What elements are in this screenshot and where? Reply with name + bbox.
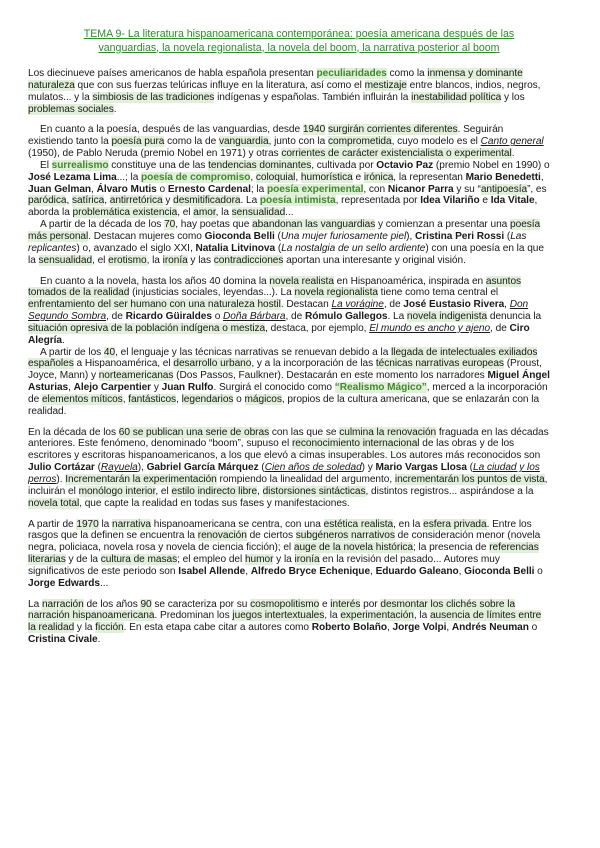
highlighted-text: enfrentamiento del ser humano con una naturaleza hostil — [28, 299, 281, 311]
text-run: , — [250, 171, 256, 183]
text-run: A partir de la década de los — [40, 219, 165, 231]
highlighted-text: antirretórica — [109, 195, 163, 207]
text-run: , de — [383, 299, 404, 311]
highlighted-text: poesía más personal — [28, 219, 541, 242]
author-name: Ernesto Cardenal — [167, 183, 251, 195]
highlighted-text: interés — [330, 598, 361, 610]
text-run: En la década de los — [28, 426, 119, 438]
text-run: , la — [413, 610, 430, 622]
highlighted-text: novela regionalista — [294, 287, 378, 299]
author-name: Mario Vargas Llosa — [375, 462, 467, 474]
author-name: Alejo Carpentier — [73, 382, 152, 394]
text-run: denuncia la — [487, 311, 542, 323]
text-run: , — [176, 393, 182, 405]
text-run: , cuyo modelo es el — [391, 136, 481, 148]
highlighted-text: ironía — [162, 254, 188, 266]
text-run: ( — [466, 462, 474, 474]
highlighted-text: novela indigenista — [406, 311, 488, 323]
author-name: José Lezama Lima — [28, 171, 117, 183]
work-title: Las replicantes — [28, 230, 527, 254]
text-run: . Entre los rasgos que la definen se encuentra la — [28, 518, 532, 542]
author-name: Gioconda Belli — [464, 565, 535, 577]
text-run: . — [61, 334, 65, 346]
text-run: de los años — [83, 598, 141, 610]
highlighted-text: erotismo — [108, 254, 147, 266]
highlighted-text: simbiosis de las tradiciones — [92, 91, 215, 103]
text-run: , destaca, por ejemplo, — [265, 322, 370, 334]
text-run: , — [458, 565, 465, 577]
author-name: Gabriel García Márquez — [146, 462, 259, 474]
author-name: Ciro Alegría — [28, 322, 530, 346]
author-name: Idea Vilariño — [420, 195, 480, 207]
text-run: de consideración menor (novela negra, policiaca, novela rosa y novela de ciencia ficción); el — [28, 530, 541, 554]
text-run: e — [479, 195, 491, 207]
highlighted-text: novela total — [28, 497, 80, 509]
author-name: Natalia Litvinova — [195, 242, 276, 254]
work-title: La vorágine — [331, 299, 384, 311]
author-name: Mario Benedetti — [465, 171, 541, 183]
author-name: Isabel Allende — [178, 565, 246, 577]
author-name: Juan Rulfo — [161, 382, 214, 394]
text-run: , distintos registros... aspirándose a la — [365, 485, 534, 497]
text-run: . Destacan — [280, 299, 332, 311]
author-name: Cristina Civale — [28, 634, 98, 646]
text-run: , de — [490, 322, 510, 334]
paragraph-p5 — [28, 276, 550, 347]
highlighted-text: 40 — [103, 346, 116, 358]
paragraph-p1 — [28, 68, 550, 115]
text-run: o — [211, 311, 224, 323]
text-run: , — [504, 299, 510, 311]
text-run: , — [295, 171, 301, 183]
highlighted-text: experimentación — [340, 610, 414, 622]
text-run: (Proust, Joyce, Mann) y — [28, 358, 542, 382]
text-run: , de — [106, 311, 126, 323]
text-run: hispanoamericana se centra, con una — [150, 518, 324, 530]
highlighted-text: ficción — [95, 622, 124, 634]
text-run: por — [360, 598, 381, 610]
author-name: Ida Vitale — [490, 195, 535, 207]
text-run: , hay poetas que — [175, 219, 253, 231]
text-run: , propios de la cultura americana, que se enlazarán con la realidad. — [28, 393, 540, 417]
highlighted-text: corrientes de carácter existencialista o experimental — [281, 148, 512, 160]
text-run: , el — [92, 254, 109, 266]
text-run: o — [528, 622, 538, 634]
highlighted-text: situación opresiva de la población indígena o mestiza — [28, 322, 266, 334]
highlighted-text: sensualidad — [231, 207, 286, 219]
highlighted-text: 1940 — [302, 124, 326, 136]
highlighted-text: 90 — [140, 598, 152, 610]
highlighted-text: renovación — [197, 530, 247, 542]
text-run: fraguada en las décadas anteriores. Este fenómeno, denominado “boom”, supuso el — [28, 426, 549, 450]
text-run: , junto con la — [268, 136, 329, 148]
text-run: . Destacan mujeres como — [88, 230, 205, 242]
text-run: ; la — [250, 183, 267, 195]
highlighted-text: desmitificadora — [173, 195, 241, 207]
author-name: Alfredo Bryce Echenique — [250, 565, 371, 577]
text-run: ) con una poesía en la que la — [28, 242, 544, 266]
highlighted-text: humorística — [300, 171, 353, 183]
text-run: tiene como tema central el — [377, 287, 499, 299]
highlighted-text: poesía pura — [111, 136, 165, 148]
text-run: ), — [406, 230, 416, 242]
highlighted-text: llegada de intelectuales exiliados españoles — [28, 346, 538, 370]
text-run: , incluirán el — [28, 474, 548, 497]
author-name: Cristina Peri Rossi — [415, 230, 505, 242]
highlighted-text: referencias literarias — [28, 542, 539, 566]
highlighted-text: cosmopolitismo — [250, 598, 320, 610]
highlighted-text: ausencia de límites entre la realidad — [28, 610, 542, 634]
text-run: . La — [387, 311, 407, 323]
author-name: Jorge Volpi — [392, 622, 447, 634]
text-run: ) y — [361, 462, 376, 474]
highlighted-text: legendarios — [181, 393, 234, 405]
text-run: , cultivada por — [311, 159, 377, 171]
text-run: en la revisión del pasado... Autores muy significativos de este periodo son — [28, 554, 500, 577]
work-title: Rayuela — [100, 462, 138, 474]
author-name: Roberto Bolaño — [311, 622, 387, 634]
author-name: Jorge Edwards — [28, 577, 100, 589]
text-run: , — [446, 622, 452, 634]
highlighted-key-term: poesía experimental — [266, 183, 364, 195]
text-run: , aborda la — [28, 195, 538, 219]
highlighted-text: coloquial — [255, 171, 296, 183]
highlighted-text: desarrollo urbano — [173, 358, 252, 370]
highlighted-text: asuntos tomados de la realidad — [28, 275, 522, 299]
text-run: constituye una de las — [108, 159, 209, 171]
text-run: ... — [99, 577, 109, 589]
highlighted-text: 1970 — [76, 518, 99, 530]
highlighted-text: inestabilidad política — [411, 91, 502, 103]
text-run: , — [68, 382, 74, 394]
text-run: con las que se — [269, 426, 340, 438]
text-run: , la — [324, 610, 341, 622]
highlighted-text: paródica — [28, 195, 67, 207]
text-run: . — [511, 148, 515, 160]
text-run: , — [91, 183, 97, 195]
highlighted-text: desmontar los clichés sobre la narración hispanoamericana — [28, 598, 516, 622]
highlighted-text: surgirán corrientes diferentes — [327, 124, 458, 136]
highlighted-text: Incrementarán la experimentación — [65, 474, 217, 485]
text-run: , el — [155, 485, 172, 497]
text-run: , la — [146, 254, 163, 266]
highlighted-text: reconocimiento internacional — [291, 438, 420, 450]
paragraph-p7 — [28, 427, 550, 510]
text-run: y los — [501, 91, 525, 103]
text-run: , el lenguaje y las técnicas narrativas se renuevan debido a la — [115, 346, 392, 358]
highlighted-text: narración — [41, 598, 84, 610]
work-title: Una mujer furiosamente piel — [280, 230, 407, 242]
text-run: o — [233, 393, 245, 405]
highlighted-text: irónica — [363, 171, 394, 183]
text-run: que con sus fuerzas telúricas influye en la literatura, así como el — [74, 79, 365, 91]
highlighted-text: técnicas narrativas europeas — [375, 358, 504, 370]
text-run: ( — [275, 242, 282, 254]
work-title: La nostalgia de un sello ardiente — [281, 242, 426, 254]
highlighted-text: 60 se publican una serie de obras — [118, 426, 270, 438]
highlighted-text: novela realista — [269, 275, 334, 287]
author-name: Rómulo Gallegos — [304, 311, 388, 323]
text-run: . Seguirán existiendo tanto la — [28, 124, 504, 148]
text-run: , — [66, 195, 72, 207]
text-run: ). — [56, 474, 66, 485]
text-run: ( — [504, 230, 511, 242]
author-name: Juan Gelman — [28, 183, 92, 195]
paragraph-p9 — [28, 599, 550, 646]
author-name: Octavio Paz — [376, 159, 434, 171]
text-run: . — [97, 634, 101, 646]
text-run: como la de — [164, 136, 219, 148]
highlighted-text: mágicos — [244, 393, 282, 405]
text-run: rompiendo la linealidad del argumento, — [216, 474, 395, 485]
text-run: o — [156, 183, 168, 195]
page-title: TEMA 9- La literatura hispanoamericana contemporánea: poesía americana después de las vanguardias, la novela regionalista, la novela del boom, la narrativa posterior al boom — [83, 28, 515, 54]
work-title: Cien años de soledad — [264, 462, 362, 474]
highlighted-text: elementos míticos — [41, 393, 123, 405]
text-run: (Dos Passos, Faulkner). Destacarán en este momento los narradores — [173, 370, 488, 382]
highlighted-text: norteamericanas — [98, 370, 174, 382]
paragraph-p8 — [28, 519, 550, 590]
highlighted-text: fantásticos — [128, 393, 177, 405]
text-run: ; el empleo del — [177, 554, 245, 566]
work-title: Doña Bárbara — [223, 311, 286, 323]
text-run: , — [370, 565, 376, 577]
highlighted-text: esfera privada — [423, 518, 487, 530]
highlighted-text: comprometida — [328, 136, 392, 148]
text-run: , merced a la incorporación de — [28, 382, 548, 405]
text-run: y la — [273, 554, 295, 566]
text-run: , — [387, 622, 393, 634]
text-run: en Hispanoamérica, inspirada en — [333, 275, 486, 287]
highlighted-text: sensualidad — [38, 254, 93, 266]
text-run: indígenas y españolas. También influirán la — [214, 91, 412, 103]
document-body — [28, 68, 550, 646]
highlighted-text: abandonan las vanguardias — [252, 219, 376, 231]
author-name: Miguel Ángel Asturias — [28, 370, 550, 394]
text-run: . — [113, 103, 117, 115]
text-run: La — [28, 598, 42, 610]
highlighted-text: problemática existencia — [72, 207, 178, 219]
text-run: y su “ — [453, 183, 481, 195]
work-title: La ciudad y los perros — [28, 462, 540, 485]
work-title: Canto general — [480, 136, 544, 148]
text-run: El — [40, 159, 52, 171]
text-run: , — [122, 393, 129, 405]
highlighted-key-term: poesía intimista — [259, 195, 336, 207]
author-name: Ricardo Güiraldes — [125, 311, 212, 323]
author-name: Gioconda Belli — [204, 230, 275, 242]
text-run: e — [319, 598, 331, 610]
text-run: , — [540, 171, 544, 183]
text-run: ( — [258, 462, 265, 474]
text-run: (1950), de Pablo Neruda (premio Nobel en 1971) y otras — [28, 148, 282, 160]
highlighted-text: auge de la novela histórica — [293, 542, 413, 554]
text-run: e — [352, 171, 364, 183]
text-run: (injusticias sociales, leyendas...). La — [129, 287, 295, 299]
text-run: ; la presencia de — [413, 542, 490, 554]
paragraph-p3 — [28, 160, 550, 219]
highlighted-text: estilo indirecto libre — [171, 485, 258, 497]
text-run: a Hispanoamérica, el — [73, 358, 174, 370]
text-run: y — [151, 382, 162, 394]
text-run: ( — [274, 230, 281, 242]
highlighted-key-term: surrealismo — [51, 159, 109, 171]
text-run: ”, es — [527, 183, 547, 195]
highlighted-text: juegos intertextuales — [232, 610, 325, 622]
text-run: la — [98, 518, 113, 530]
text-run: o — [534, 565, 543, 577]
highlighted-text: culmina la renovación — [339, 426, 437, 438]
text-run: ), — [137, 462, 147, 474]
paragraph-p4 — [28, 219, 550, 266]
author-name: Nicanor Parra — [387, 183, 454, 195]
text-run: , que capte la realidad en todas sus fases y manifestaciones. — [79, 497, 350, 509]
text-run: . Surgirá el conocido como — [213, 382, 335, 394]
text-run: , el — [177, 207, 194, 219]
text-run: A partir de los — [40, 346, 104, 358]
text-run: como la — [386, 68, 428, 79]
text-run: , de — [285, 311, 305, 323]
author-name: Andrés Neuman — [451, 622, 529, 634]
highlighted-text: amor — [193, 207, 216, 219]
author-name: Eduardo Galeano — [375, 565, 459, 577]
text-run: En cuanto a la poesía, después de las vanguardias, desde — [40, 124, 303, 136]
text-run: . En esta etapa cabe citar a autores como — [123, 622, 312, 634]
highlighted-text: subgéneros narrativos — [295, 530, 395, 542]
highlighted-text: distorsiones sintácticas — [262, 485, 366, 497]
highlighted-text: inmensa y dominante naturaleza — [28, 68, 523, 91]
text-run: entre blancos, indios, negros, mulatos... y la — [28, 79, 541, 103]
text-run: (premio Nobel en 1990) o — [433, 159, 550, 171]
highlighted-text: ironía — [294, 554, 320, 566]
text-run: , y a la incorporación de las — [251, 358, 376, 370]
highlighted-text: problemas sociales — [28, 103, 114, 115]
text-run: de las obras y de los escritores y escritoras hispanoamericanos, a los que elevó a cimas insuperables. Los autores más reconocidos son — [28, 438, 541, 462]
text-run: y — [162, 195, 174, 207]
text-run: ( — [94, 462, 101, 474]
highlighted-text: narrativa — [112, 518, 151, 530]
text-run: , con — [363, 183, 388, 195]
author-name: Julio Cortázar — [28, 462, 95, 474]
highlighted-key-term: “Realismo Mágico” — [334, 382, 427, 394]
work-title: Don Segundo Sombra — [28, 299, 529, 323]
text-run: y las — [187, 254, 214, 266]
highlighted-text: estética realista — [323, 518, 394, 530]
highlighted-text: antipoesía — [480, 183, 528, 195]
text-run: ...; la — [116, 171, 142, 183]
highlighted-text: contradicciones — [213, 254, 284, 266]
text-run: y la — [74, 622, 96, 634]
text-run: Los diecinueve países americanos de habla española presentan — [28, 68, 317, 79]
highlighted-text: humor — [244, 554, 274, 566]
text-run: y de la — [65, 554, 101, 566]
author-name: José Eustasio Rivera — [403, 299, 505, 311]
highlighted-key-term: peculiaridades — [316, 68, 387, 79]
text-run: , la representan — [393, 171, 466, 183]
text-run: . La — [240, 195, 260, 207]
highlighted-text: satírica — [71, 195, 105, 207]
text-run: de ciertos — [246, 530, 296, 542]
highlighted-text: 70 — [164, 219, 176, 231]
highlighted-text: tendencias dominantes — [208, 159, 312, 171]
text-run: , — [104, 195, 110, 207]
text-run: , — [245, 565, 251, 577]
text-run: ) o, avanzado el siglo XXI, — [76, 242, 196, 254]
text-run: , representada por — [335, 195, 421, 207]
highlighted-text: cultura de masas — [100, 554, 178, 566]
author-name: Álvaro Mutis — [96, 183, 157, 195]
text-run: y comienzan a presentar una — [375, 219, 511, 231]
work-title: El mundo es ancho y ajeno — [369, 322, 491, 334]
highlighted-text: mestizaje — [364, 79, 407, 91]
text-run: En cuanto a la novela, hasta los años 40 domina la — [40, 275, 270, 287]
highlighted-text: incrementarán los puntos de vista — [394, 474, 545, 485]
text-run: , — [257, 485, 263, 497]
text-run: se caracteriza por su — [151, 598, 251, 610]
text-run: , en la — [393, 518, 424, 530]
paragraph-p6 — [28, 347, 550, 418]
text-run: ... — [285, 207, 294, 219]
text-run: aportan una interesante y original visión. — [283, 254, 466, 266]
text-run: A partir de — [28, 518, 77, 530]
text-run: . Predominan los — [154, 610, 233, 622]
highlighted-key-term: poesía de compromiso — [141, 171, 251, 183]
paragraph-p2 — [28, 124, 550, 160]
text-run: , la — [215, 207, 232, 219]
highlighted-text: vanguardia — [218, 136, 269, 148]
highlighted-text: monólogo interior — [78, 485, 156, 497]
